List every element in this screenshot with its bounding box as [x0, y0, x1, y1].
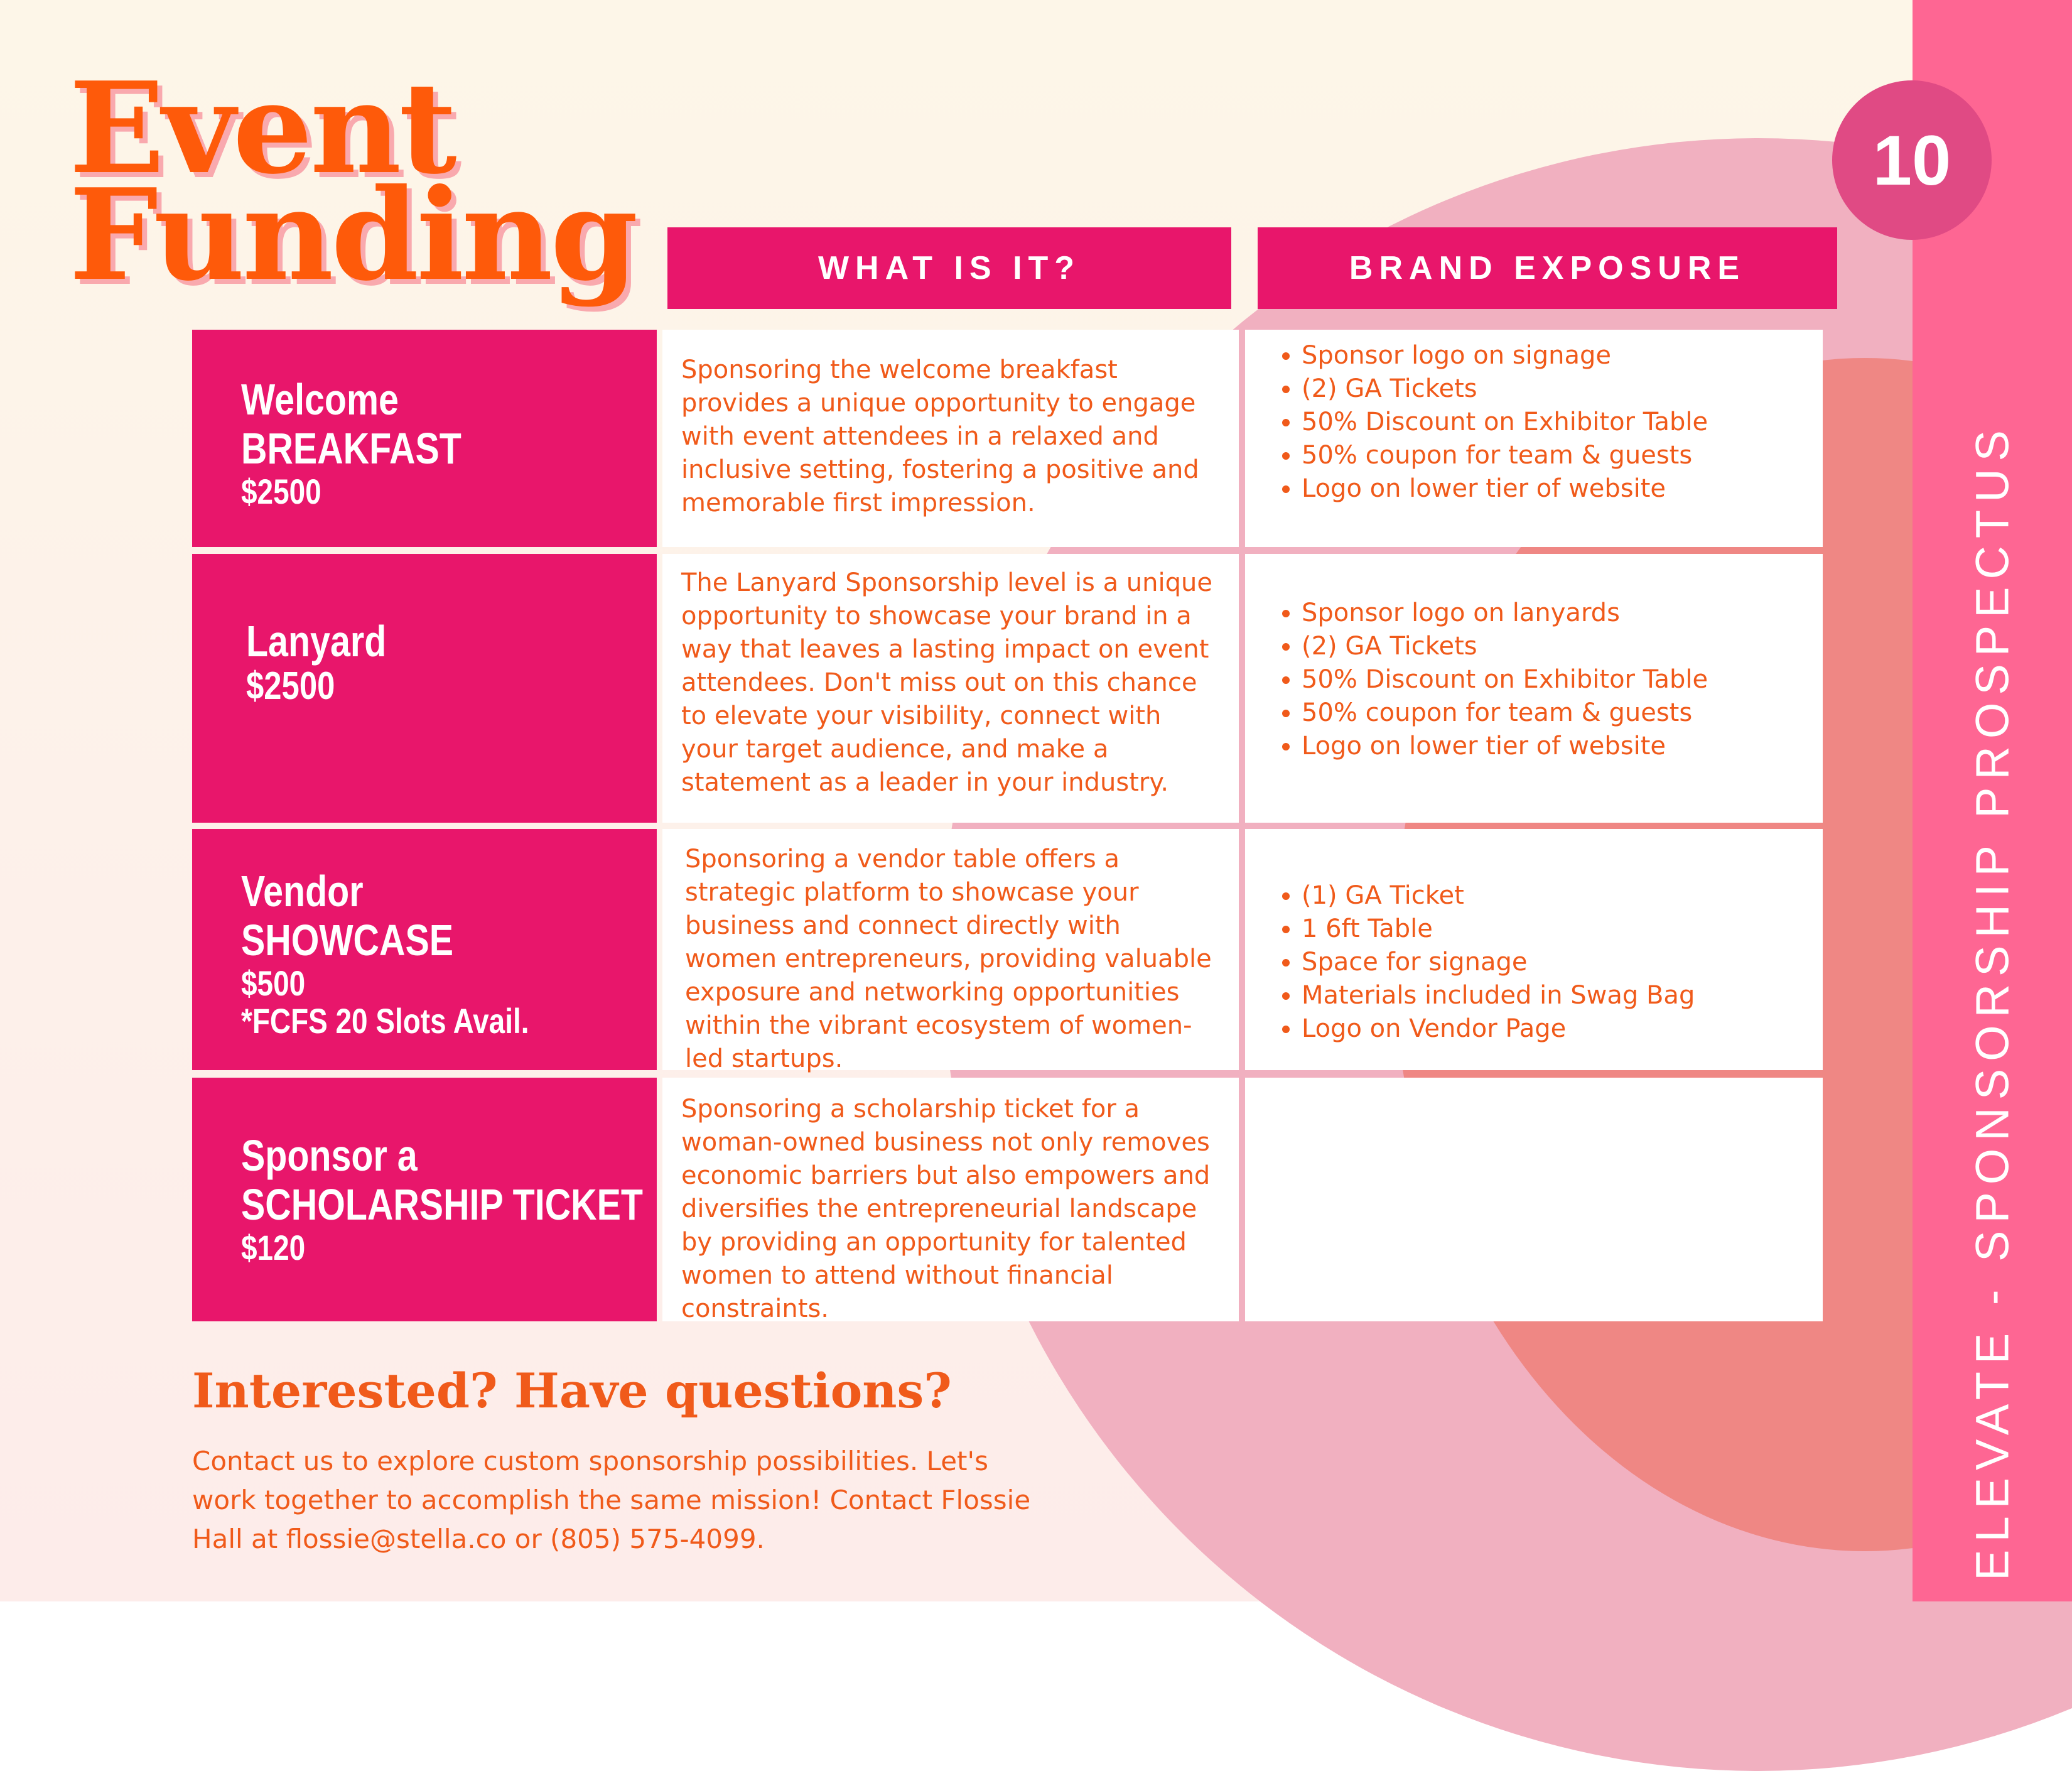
title-line-2: Funding	[69, 161, 636, 309]
row-label-line: Vendor	[241, 867, 364, 916]
exposure-list	[1245, 879, 1823, 1046]
page-title	[69, 55, 636, 309]
row-description-lanyard	[662, 554, 1239, 823]
list-item: • 50% Discount on Exhibitor Table	[1302, 406, 1823, 439]
row-label-welcome-breakfast	[192, 330, 657, 547]
description-text: Sponsoring the welcome breakfast provides a unique opportunity to engage with event attendees in a relaxed and inclusive setting, fostering a positive and memorable first impression.	[681, 355, 1199, 517]
column-header-what: WHAT IS IT?	[667, 227, 1231, 309]
row-label-line: SHOWCASE	[241, 916, 454, 965]
row-label-line: Lanyard	[246, 617, 387, 666]
list-item: • Logo on lower tier of website	[1302, 730, 1823, 763]
row-label-lanyard	[192, 554, 657, 823]
row-label-line: Welcome	[241, 375, 399, 424]
row-description-welcome-breakfast	[662, 330, 1239, 547]
list-item: • (1) GA Ticket	[1302, 879, 1823, 913]
list-item: • Materials included in Swag Bag	[1302, 979, 1823, 1012]
list-item: • Space for signage	[1302, 946, 1823, 979]
description-text: Sponsoring a vendor table offers a strategic platform to showcase your business and connect directly with women entrepreneurs, providing valuable exposure and networking opportunities within the vibrant ecosystem of women-led startups.	[685, 845, 1212, 1073]
page-number-badge: 10	[1832, 80, 1992, 240]
row-label-vendor-showcase	[192, 829, 657, 1070]
list-item: • (2) GA Tickets	[1302, 630, 1823, 663]
exposure-list	[1245, 597, 1823, 763]
list-item: • 1 6ft Table	[1302, 913, 1823, 946]
row-label-scholarship-ticket	[192, 1078, 657, 1321]
row-description-scholarship-ticket	[662, 1078, 1239, 1321]
list-item: • Sponsor logo on lanyards	[1302, 597, 1823, 630]
cta-body-text: Contact us to explore custom sponsorship possibilities. Let's work together to accomplish the same mission! Contact Flossie Hall at flossie@stella.co or (805) 575-4099.	[192, 1446, 1031, 1554]
row-description-vendor-showcase	[662, 829, 1239, 1073]
row-exposure-welcome-breakfast	[1245, 330, 1823, 547]
row-label-price: $2500	[246, 664, 335, 708]
row-label-price: $120	[241, 1228, 306, 1267]
title-line-1: Event	[69, 55, 455, 202]
list-item: • 50% coupon for team & guests	[1302, 439, 1823, 472]
row-label-line: SCHOLARSHIP TICKET	[241, 1180, 643, 1229]
column-header-brand: BRAND EXPOSURE	[1258, 227, 1837, 309]
cta-heading: Interested? Have questions?	[192, 1363, 952, 1419]
row-label-line: Sponsor a	[241, 1131, 418, 1180]
exposure-list	[1245, 339, 1823, 506]
list-item: • Logo on Vendor Page	[1302, 1012, 1823, 1046]
row-exposure-lanyard	[1245, 554, 1823, 823]
side-vertical-title: ELEVATE - SPONSORSHIP PROSPECTUS	[1966, 423, 2019, 1581]
description-text: Sponsoring a scholarship ticket for a woman-owned business not only removes economic barriers but also empowers and diversifies the entrepreneurial landscape by providing an opportunity for talented women to attend without financial constraints.	[681, 1095, 1211, 1323]
list-item: • Sponsor logo on signage	[1302, 339, 1823, 372]
row-exposure-scholarship-ticket	[1245, 1078, 1823, 1321]
row-exposure-vendor-showcase	[1245, 829, 1823, 1070]
list-item: • 50% Discount on Exhibitor Table	[1302, 663, 1823, 696]
row-label-price: $2500	[241, 472, 321, 511]
list-item: • 50% coupon for team & guests	[1302, 696, 1823, 730]
row-label-line: BREAKFAST	[241, 424, 461, 473]
row-label-price: $500	[241, 963, 306, 1003]
description-text: The Lanyard Sponsorship level is a unique opportunity to showcase your brand in a way that leaves a lasting impact on event attendees. Don't miss out on this chance to elevate your visibility, connect with your target audience, and make a statement as a leader in your industry.	[681, 568, 1212, 797]
list-item: • Logo on lower tier of website	[1302, 472, 1823, 506]
list-item: • (2) GA Tickets	[1302, 372, 1823, 406]
row-label-note: *FCFS 20 Slots Avail.	[241, 1001, 529, 1041]
